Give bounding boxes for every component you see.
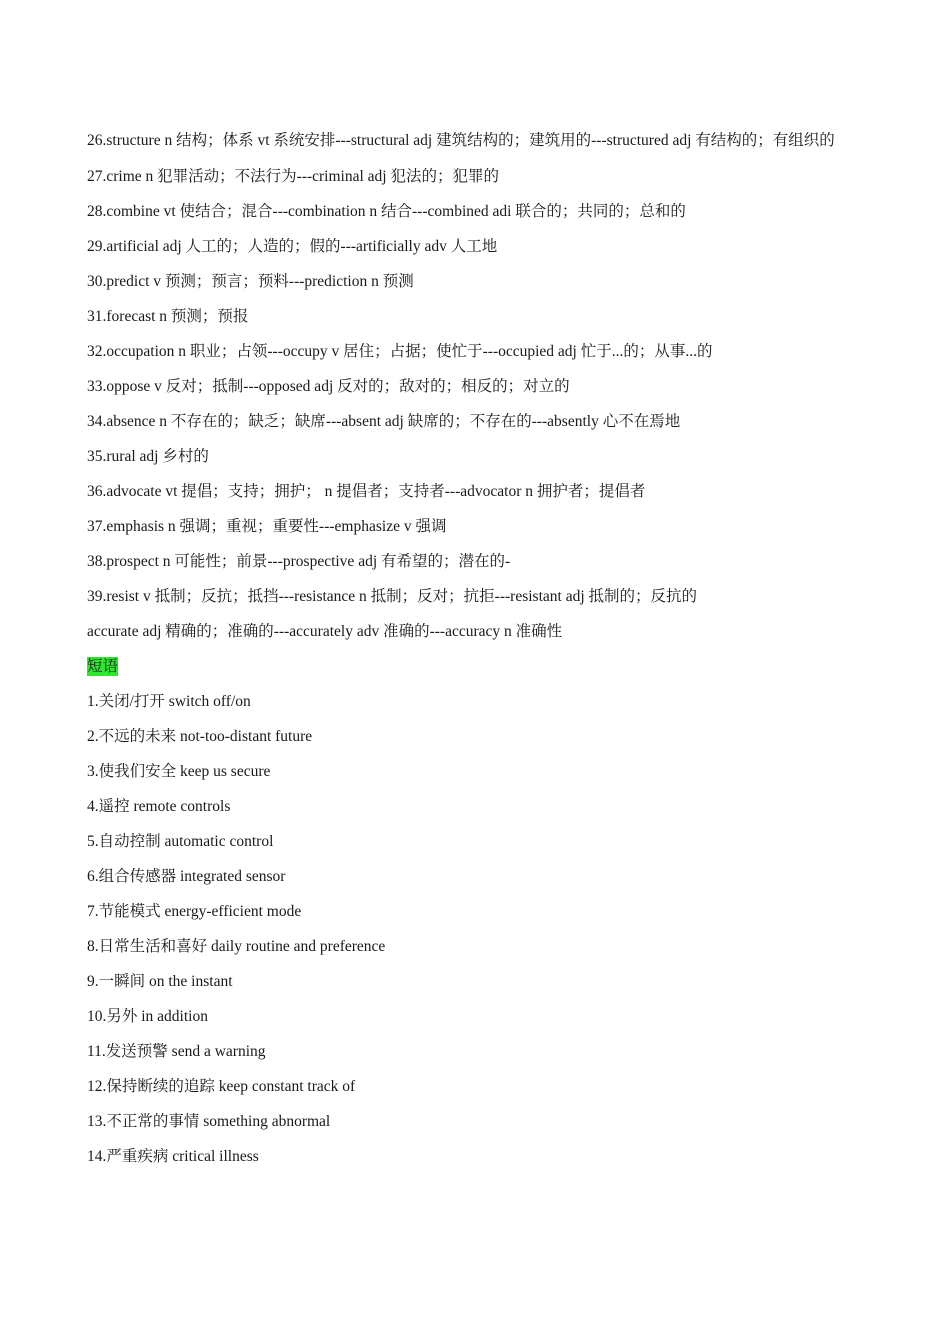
document-page bbox=[87, 122, 862, 1174]
phrase-item: 11.发送预警 send a warning bbox=[87, 1043, 266, 1060]
phrase-item: 6.组合传感器 integrated sensor bbox=[87, 868, 286, 885]
phrases-heading-label: 短语 bbox=[87, 658, 119, 675]
phrase-item: 13.不正常的事情 something abnormal bbox=[87, 1113, 331, 1130]
phrases-heading bbox=[87, 649, 862, 684]
phrase-item: 14.严重疾病 critical illness bbox=[87, 1148, 259, 1165]
vocab-entry-36: 36.advocate vt 提倡；支持；拥护； n 提倡者；支持者---advocator n 拥护者；提倡者 bbox=[87, 483, 646, 500]
vocab-entry-34: 34.absence n 不存在的；缺乏；缺席---absent adj 缺席的；不存在的---absently 心不在焉地 bbox=[87, 413, 681, 430]
vocab-entry-30: 30.predict v 预测；预言；预料---prediction n 预测 bbox=[87, 273, 414, 290]
vocab-entry-31: 31.forecast n 预测；预报 bbox=[87, 308, 249, 325]
phrase-item: 8.日常生活和喜好 daily routine and preference bbox=[87, 938, 386, 955]
phrase-item: 7.节能模式 energy-efficient mode bbox=[87, 903, 302, 920]
phrase-item: 4.遥控 remote controls bbox=[87, 798, 231, 815]
vocab-entry-29: 29.artificial adj 人工的；人造的；假的---artificially adv 人工地 bbox=[87, 238, 498, 255]
phrase-item: 10.另外 in addition bbox=[87, 1008, 208, 1025]
vocab-entry-38: 38.prospect n 可能性；前景---prospective adj 有希望的；潜在的- bbox=[87, 553, 511, 570]
vocab-entry-39: 39.resist v 抵制；反抗；抵挡---resistance n 抵制；反对；抗拒---resistant adj 抵制的；反抗的 bbox=[87, 588, 698, 605]
phrase-item: 1.关闭/打开 switch off/on bbox=[87, 693, 251, 710]
phrase-item: 9.一瞬间 on the instant bbox=[87, 973, 233, 990]
vocab-entry-35: 35.rural adj 乡村的 bbox=[87, 448, 209, 465]
vocab-entry-37: 37.emphasis n 强调；重视；重要性---emphasize v 强调 bbox=[87, 518, 447, 535]
phrase-item: 5.自动控制 automatic control bbox=[87, 833, 274, 850]
vocab-entry-33: 33.oppose v 反对；抵制---opposed adj 反对的；敌对的；相反的；对立的 bbox=[87, 378, 570, 395]
vocab-entry-32: 32.occupation n 职业；占领---occupy v 居住；占据；使忙于---occupied adj 忙于...的；从事...的 bbox=[87, 343, 713, 360]
phrase-item: 12.保持断续的追踪 keep constant track of bbox=[87, 1078, 356, 1095]
vocab-entry-26: 26.structure n 结构；体系 vt 系统安排---structural adj 建筑结构的；建筑用的---structured adj 有结构的；有组织的 bbox=[87, 132, 835, 149]
vocab-entry-27: 27.crime n 犯罪活动；不法行为---criminal adj 犯法的；犯罪的 bbox=[87, 168, 499, 185]
vocab-entry-28: 28.combine vt 使结合；混合---combination n 结合---combined adi 联合的；共同的；总和的 bbox=[87, 203, 686, 220]
phrase-item: 3.使我们安全 keep us secure bbox=[87, 763, 271, 780]
phrase-item: 2.不远的未来 not-too-distant future bbox=[87, 728, 313, 745]
vocab-entry-accurate: accurate adj 精确的；准确的---accurately adv 准确的---accuracy n 准确性 bbox=[87, 623, 563, 640]
